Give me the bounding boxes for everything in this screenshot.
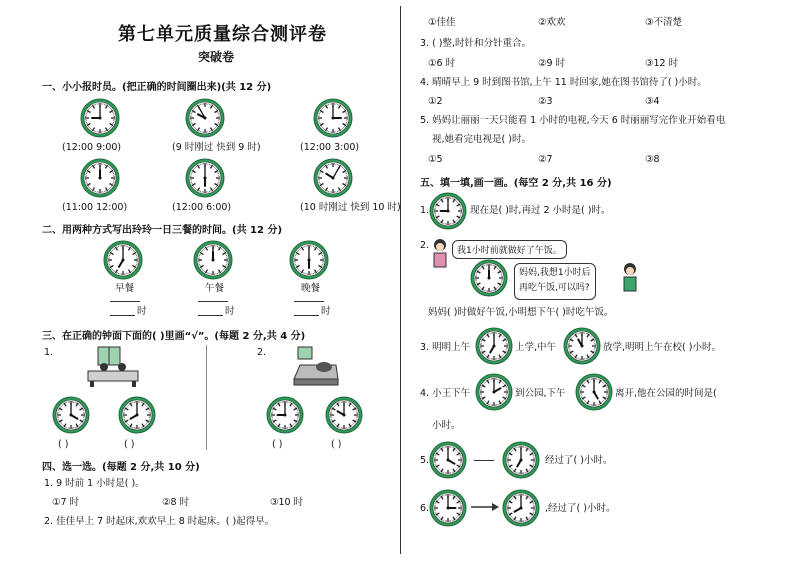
clock-face-icon bbox=[313, 98, 353, 138]
s5-q1-number: 1. bbox=[420, 205, 430, 216]
answer-paren[interactable]: ( ) bbox=[58, 439, 69, 450]
s4-q4-opt1[interactable]: ①2 bbox=[428, 96, 443, 107]
s5-q5-text: 经过了( )小时。 bbox=[545, 455, 613, 466]
unit-label: 时 bbox=[137, 306, 147, 317]
clock-s5b bbox=[470, 259, 508, 297]
s5-q4-end: 离开,他在公园的时间是( bbox=[615, 388, 717, 399]
clock-face-icon bbox=[575, 373, 613, 411]
s5-q5-number: 5. bbox=[420, 455, 430, 466]
s4-q1-opt3[interactable]: ③10 时 bbox=[270, 497, 304, 508]
s5-q6-text: ,经过了( )小时。 bbox=[545, 503, 616, 514]
s5-q3-mid: 上学,中午 bbox=[515, 342, 557, 353]
bubble-line: 再吃午饭,可以吗? bbox=[519, 283, 590, 294]
clock-face-icon bbox=[313, 158, 353, 198]
section2-heading: 二、用两种方式写出玲玲一日三餐的时间。(共 12 分) bbox=[42, 225, 283, 236]
answer-blank[interactable] bbox=[110, 301, 140, 302]
s5-q3-start: 3. 明明上午 bbox=[420, 342, 471, 353]
clock-face-icon bbox=[563, 327, 601, 365]
speech-bubble-child bbox=[514, 263, 596, 300]
s4-q4: 4. 晴晴早上 9 时到图书馆,上午 11 时回家,她在图书馆待了( )小时。 bbox=[420, 77, 707, 88]
meal-breakfast: 早餐 bbox=[115, 283, 135, 294]
section5-heading: 五、填一填,画一画。(每空 2 分,共 16 分) bbox=[420, 178, 612, 189]
s4-q3-opt3[interactable]: ③12 时 bbox=[645, 58, 679, 69]
clock-face-icon bbox=[502, 489, 540, 527]
answer-blank[interactable] bbox=[110, 315, 135, 316]
s4-q3: 3. ( )整,时针和分针重合。 bbox=[420, 38, 532, 49]
answer-paren[interactable]: ( ) bbox=[331, 439, 342, 450]
s4-q3-opt2[interactable]: ②9 时 bbox=[538, 58, 566, 69]
s4-q2: 2. 佳佳早上 7 时起床,欢欢早上 8 时起床。( )起得早。 bbox=[44, 516, 275, 527]
speech-bubble-mother: 我1小时前就做好了午饭。 bbox=[452, 240, 567, 259]
clock-face-icon bbox=[289, 240, 329, 280]
clock-s5f bbox=[575, 373, 613, 411]
clock-face-icon bbox=[185, 158, 225, 198]
s3-divider bbox=[206, 345, 207, 450]
arrow-right-icon bbox=[470, 502, 500, 512]
clock-face-icon bbox=[429, 441, 467, 479]
clock-s3b bbox=[118, 396, 156, 434]
s1-option-c: (12:00 3:00) bbox=[300, 142, 360, 153]
clock-face-icon bbox=[103, 240, 143, 280]
answer-blank[interactable] bbox=[294, 315, 319, 316]
clock-s1c bbox=[313, 98, 353, 138]
s1-option-b: (9 时刚过 快到 9 时) bbox=[172, 142, 261, 153]
meal-dinner: 晚餐 bbox=[301, 283, 321, 294]
clock-face-icon bbox=[475, 327, 513, 365]
study-scene-illustration bbox=[84, 345, 142, 387]
unit-label: 时 bbox=[225, 306, 235, 317]
clock-s5i bbox=[429, 489, 467, 527]
s5-q3-end: 放学,明明上午在校( )小时。 bbox=[603, 342, 721, 353]
clock-s1a bbox=[80, 98, 120, 138]
page-subtitle: 突破卷 bbox=[198, 50, 235, 64]
s4-q5-line1: 5. 妈妈让丽丽一天只能看 1 小时的电视,今天 6 时丽丽写完作业开始看电 bbox=[420, 115, 726, 126]
meal-lunch: 午餐 bbox=[205, 283, 225, 294]
clock-s5a bbox=[429, 192, 467, 230]
clock-s3a bbox=[52, 396, 90, 434]
section1-heading: 一、小小报时员。(把正确的时间圈出来)(共 12 分) bbox=[42, 82, 272, 93]
s4-q1: 1. 9 时前 1 小时是( )。 bbox=[44, 478, 145, 489]
answer-paren[interactable]: ( ) bbox=[272, 439, 283, 450]
clock-face-icon bbox=[475, 373, 513, 411]
s5-q2-text: 妈妈( )时做好午饭,小明想下午( )时吃午饭。 bbox=[428, 307, 614, 318]
clock-face-icon bbox=[80, 158, 120, 198]
clock-s3d bbox=[325, 396, 363, 434]
child-figure bbox=[620, 262, 640, 296]
answer-blank[interactable] bbox=[294, 301, 324, 302]
bubble-line: 妈妈,我想1小时后 bbox=[519, 268, 591, 278]
section3-heading: 三、在正确的钟面下面的( )里画“√”。(每题 2 分,共 4 分) bbox=[42, 331, 306, 342]
s4-q5-opt3[interactable]: ③8 bbox=[645, 154, 660, 165]
s5-q4-start: 4. 小王下午 bbox=[420, 388, 471, 399]
s5-q6-number: 6. bbox=[420, 503, 430, 514]
clock-s5c bbox=[475, 327, 513, 365]
unit-label: 时 bbox=[321, 306, 331, 317]
clock-face-icon bbox=[193, 240, 233, 280]
clock-s5g bbox=[429, 441, 467, 479]
answer-blank[interactable] bbox=[198, 301, 228, 302]
connector-line bbox=[474, 460, 494, 461]
s5-q4-end2: 小时。 bbox=[432, 420, 461, 431]
s1-option-f: (10 时刚过 快到 10 时) bbox=[300, 202, 401, 213]
answer-blank[interactable] bbox=[198, 315, 223, 316]
clock-s1e bbox=[185, 158, 225, 198]
clock-s2a bbox=[103, 240, 143, 280]
s5-q4-mid: 到公园,下午 bbox=[515, 388, 566, 399]
s4-q4-opt3[interactable]: ③4 bbox=[645, 96, 660, 107]
clock-face-icon bbox=[429, 489, 467, 527]
clock-face-icon bbox=[429, 192, 467, 230]
clock-face-icon bbox=[470, 259, 508, 297]
column-divider bbox=[400, 6, 401, 554]
clock-s1f bbox=[313, 158, 353, 198]
s3-q1-number: 1. bbox=[44, 347, 54, 358]
clock-s5e bbox=[475, 373, 513, 411]
s5-q1-text: 现在是( )时,再过 2 小时是( )时。 bbox=[470, 205, 611, 216]
clock-face-icon bbox=[325, 396, 363, 434]
s3-q2-number: 2. bbox=[257, 347, 267, 358]
clock-face-icon bbox=[80, 98, 120, 138]
s4-q2-opt2[interactable]: ②欢欢 bbox=[538, 17, 566, 28]
s4-q1-opt2[interactable]: ②8 时 bbox=[162, 497, 190, 508]
s1-option-d: (11:00 12:00) bbox=[62, 202, 128, 213]
clock-s2b bbox=[193, 240, 233, 280]
s4-q5-opt1[interactable]: ①5 bbox=[428, 154, 443, 165]
clock-s5h bbox=[502, 441, 540, 479]
clock-s1b bbox=[185, 98, 225, 138]
s4-q5-opt2[interactable]: ②7 bbox=[538, 154, 553, 165]
s4-q3-opt1[interactable]: ①6 时 bbox=[428, 58, 456, 69]
s4-q2-opt3[interactable]: ③不清楚 bbox=[645, 17, 683, 28]
clock-face-icon bbox=[266, 396, 304, 434]
section4-heading: 四、选一选。(每题 2 分,共 10 分) bbox=[42, 462, 200, 473]
s1-option-a: (12:00 9:00) bbox=[62, 142, 122, 153]
clock-face-icon bbox=[52, 396, 90, 434]
bed-scene-illustration bbox=[290, 345, 342, 387]
answer-paren[interactable]: ( ) bbox=[124, 439, 135, 450]
clock-s3c bbox=[266, 396, 304, 434]
clock-s2c bbox=[289, 240, 329, 280]
clock-face-icon bbox=[185, 98, 225, 138]
s4-q1-opt1[interactable]: ①7 时 bbox=[52, 497, 80, 508]
s4-q4-opt2[interactable]: ②3 bbox=[538, 96, 553, 107]
clock-s1d bbox=[80, 158, 120, 198]
clock-s5d bbox=[563, 327, 601, 365]
clock-face-icon bbox=[502, 441, 540, 479]
page-title: 第七单元质量综合测评卷 bbox=[118, 24, 327, 45]
s1-option-e: (12:00 6:00) bbox=[172, 202, 232, 213]
s4-q2-opt1[interactable]: ①佳佳 bbox=[428, 17, 456, 28]
s5-q2-number: 2. bbox=[420, 240, 430, 251]
clock-face-icon bbox=[118, 396, 156, 434]
mother-figure bbox=[430, 238, 450, 272]
clock-s5j bbox=[502, 489, 540, 527]
s4-q5-line2: 视,她看完电视是( )时。 bbox=[432, 134, 531, 145]
